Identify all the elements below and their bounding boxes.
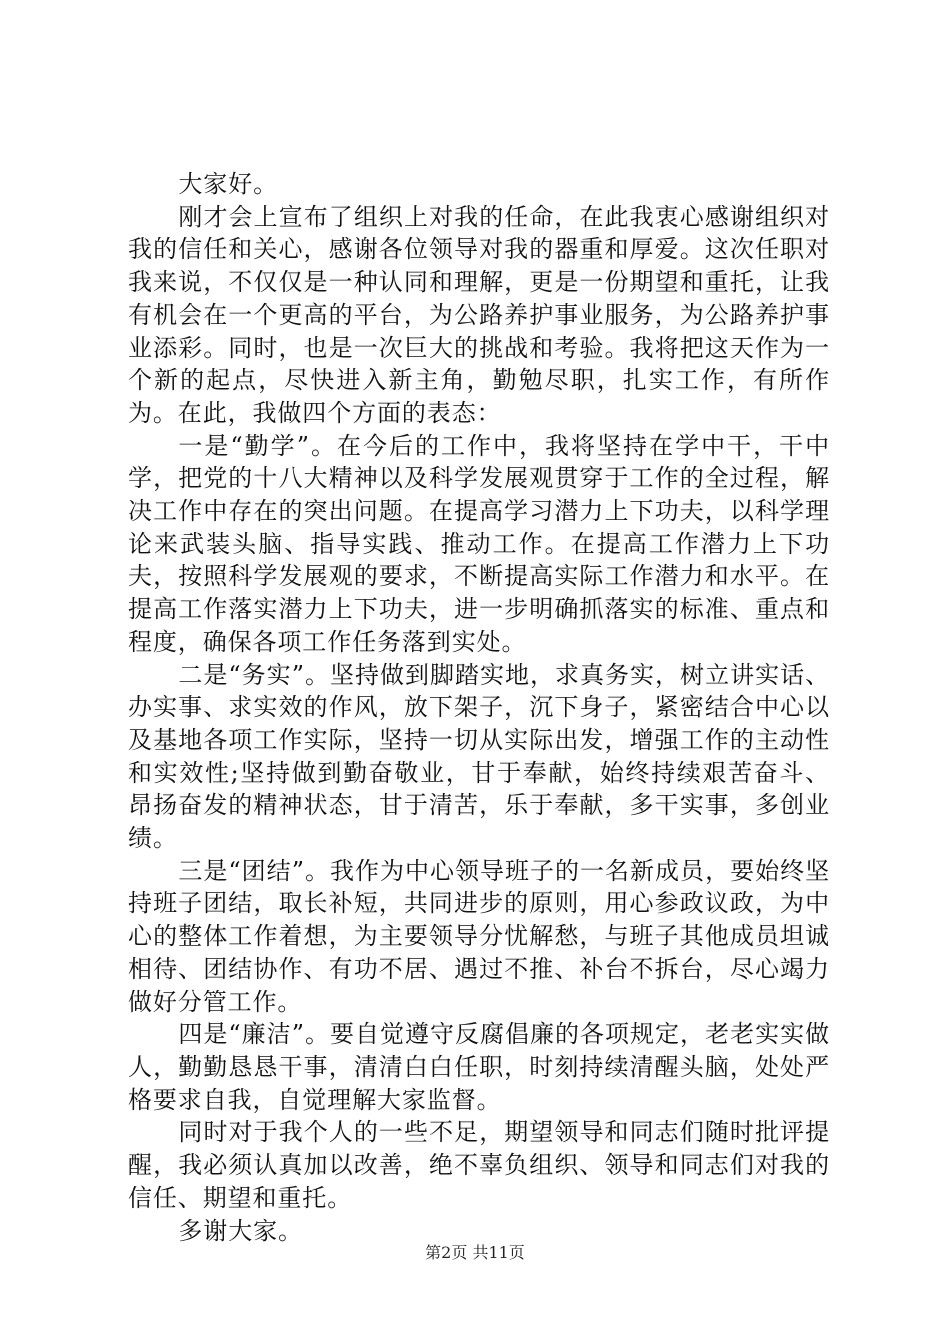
page-number-footer: 第2页 共11页: [425, 1243, 525, 1262]
document-body: [128, 168, 830, 1247]
paragraph-point-pragmatic: 二是“务实”。坚持做到脚踏实地，求真务实，树立讲实话、办实事、求实效的作风，放下架子，沉下身子，紧密结合中心以及基地各项工作实际，坚持一切从实际出发，增强工作的主动性和实效性;坚持做到勤奋敬业，甘于奉献，始终持续艰苦奋斗、昂扬奋发的精神状态，甘于清苦，乐于奉献，多干实事，多创业绩。: [128, 660, 830, 853]
paragraph-point-diligent-study: 一是“勤学”。在今后的工作中，我将坚持在学中干，干中学，把党的十八大精神以及科学发展观贯穿于工作的全过程，解决工作中存在的突出问题。在提高学习潜力上下功夫，以科学理论来武装头脑、指导实践、推动工作。在提高工作潜力上下功夫，按照科学发展观的要求，不断提高实际工作潜力和水平。在提高工作落实潜力上下功夫，进一步明确抓落实的标准、重点和程度，确保各项工作任务落到实处。: [128, 431, 830, 656]
paragraph-greeting: 大家好。: [178, 170, 278, 198]
paragraph-request-feedback: 同时对于我个人的一些不足，期望领导和同志们随时批评提醒，我必须认真加以改善，绝不辜负组织、领导和同志们对我的信任、期望和重托。: [128, 1118, 830, 1212]
paragraph-intro: 刚才会上宣布了组织上对我的任命，在此我衷心感谢组织对我的信任和关心，感谢各位领导对我的器重和厚爱。这次任职对我来说，不仅仅是一种认同和理解，更是一份期望和重托，让我有机会在一个更高的平台，为公路养护事业服务，为公路养护事业添彩。同时，也是一次巨大的挑战和考验。我将把这天作为一个新的起点，尽快进入新主角，勤勉尽职，扎实工作，有所作为。在此，我做四个方面的表态：: [128, 202, 830, 427]
paragraph-point-unity: 三是“团结”。我作为中心领导班子的一名新成员，要始终坚持班子团结，取长补短，共同进步的原则，用心参政议政，为中心的整体工作着想，为主要领导分忧解愁，与班子其他成员坦诚相待、团结协作、有功不居、遇过不推、补台不拆台，尽心竭力做好分管工作。: [128, 856, 830, 1016]
paragraph-thanks: 多谢大家。: [178, 1216, 303, 1245]
paragraph-point-integrity: 四是“廉洁”。要自觉遵守反腐倡廉的各项规定，老老实实做人，勤勤恳恳干事，清清白白任职，时刻持续清醒头脑，处处严格要求自我，自觉理解大家监督。: [128, 1020, 830, 1114]
